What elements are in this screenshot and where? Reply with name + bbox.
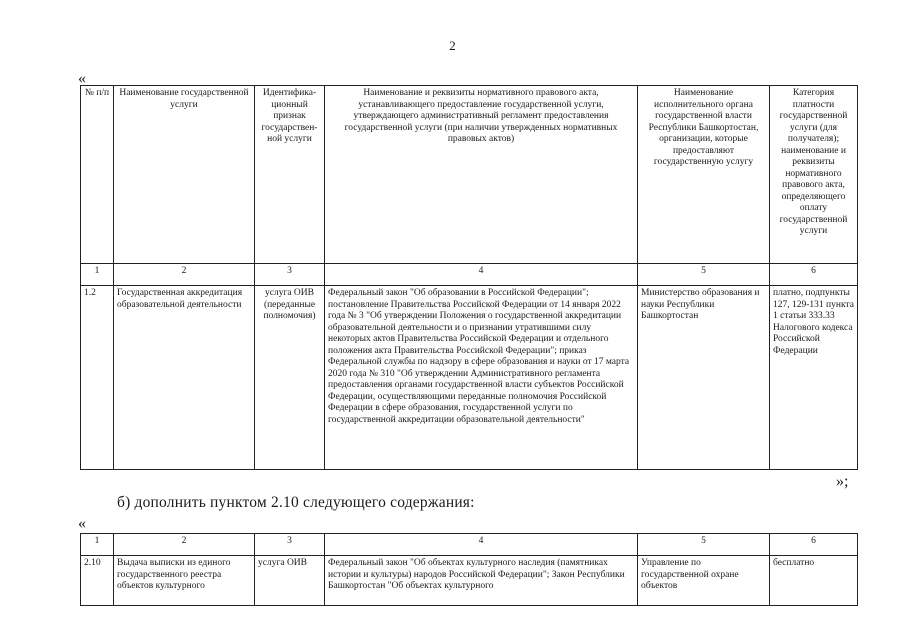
row-authority: Управление по государственной охране объектов bbox=[638, 556, 770, 606]
row-service-name: Государственная аккредитация образовательной деятельности bbox=[114, 286, 255, 470]
column-number: 4 bbox=[325, 264, 638, 286]
column-number: 1 bbox=[81, 264, 114, 286]
table-row bbox=[81, 556, 858, 606]
header-authority: Наименование исполнительного органа государственной власти Республики Башкортостан, организации, которые предоставляют государственную услугу bbox=[638, 86, 770, 264]
header-identifier: Идентифика-ционный признак государствен-ной услуги bbox=[255, 86, 325, 264]
row-identifier: услуга ОИВ (переданные полномочия) bbox=[255, 286, 325, 470]
column-number: 5 bbox=[638, 264, 770, 286]
row-authority: Министерство образования и науки Республики Башкортостан bbox=[638, 286, 770, 470]
header-service-name: Наименование государственной услуги bbox=[114, 86, 255, 264]
column-number: 2 bbox=[114, 264, 255, 286]
row-service-name: Выдача выписки из единого государственного реестра объектов культурного bbox=[114, 556, 255, 606]
row-number: 2.10 bbox=[81, 556, 114, 606]
table-header-row bbox=[81, 86, 858, 264]
closing-quote: »; bbox=[836, 473, 849, 490]
amendment-instruction: б) дополнить пунктом 2.10 следующего содержания: bbox=[117, 494, 475, 511]
column-number: 4 bbox=[325, 534, 638, 556]
column-number: 6 bbox=[770, 264, 858, 286]
column-number: 6 bbox=[770, 534, 858, 556]
services-table-continued bbox=[80, 533, 858, 606]
header-payment: Категория платности государственной услуги (для получателя); наименование и реквизиты нормативного правового акта, определяющего оплату государственной услуги bbox=[770, 86, 858, 264]
row-payment: платно, подпункты 127, 129-131 пункта 1 статьи 333.33 Налогового кодекса Российской Федерации bbox=[770, 286, 858, 470]
row-identifier: услуга ОИВ bbox=[255, 556, 325, 606]
row-legal-acts: Федеральный закон "Об образовании в Российской Федерации"; постановление Правительства Российской Федерации от 14 января 2022 года № 3 "Об утверждении Положения о государственной аккредитации образовательной деятельности и о признании утратившими силу некоторых актов Правительства Российской Федерации и отдельного положения акта Правительства Российской Федерации"; приказ Федеральной службы по надзору в сфере образования и науки от 17 марта 2020 года № 310 "Об утверждении Административного регламента предоставления органами государственной власти субъектов Российской Федерации, осуществляющими переданные полномочия Российской Федерации в сфере образования, государственной услуги по государственной аккредитации образовательной деятельности" bbox=[325, 286, 638, 470]
column-number: 3 bbox=[255, 264, 325, 286]
services-table bbox=[80, 85, 858, 470]
row-legal-acts: Федеральный закон "Об объектах культурного наследия (памятниках истории и культуры) народов Российской Федерации"; Закон Республики Башкортостан "Об объектах культурного bbox=[325, 556, 638, 606]
column-number: 2 bbox=[114, 534, 255, 556]
column-numbers-row bbox=[81, 534, 858, 556]
column-number: 1 bbox=[81, 534, 114, 556]
row-payment: бесплатно bbox=[770, 556, 858, 606]
table-row bbox=[81, 286, 858, 470]
row-number: 1.2 bbox=[81, 286, 114, 470]
column-number: 3 bbox=[255, 534, 325, 556]
header-legal-acts: Наименование и реквизиты нормативного правового акта, устанавливающего предоставление государственной услуги, утверждающего административный регламент предоставления государственной услуги (при наличии утвержденных нормативных правовых актов) bbox=[325, 86, 638, 264]
header-number: № п/п bbox=[81, 86, 114, 264]
opening-quote: « bbox=[78, 70, 86, 87]
page-number: 2 bbox=[449, 38, 456, 53]
column-number: 5 bbox=[638, 534, 770, 556]
column-numbers-row bbox=[81, 264, 858, 286]
opening-quote-second: « bbox=[78, 515, 86, 532]
